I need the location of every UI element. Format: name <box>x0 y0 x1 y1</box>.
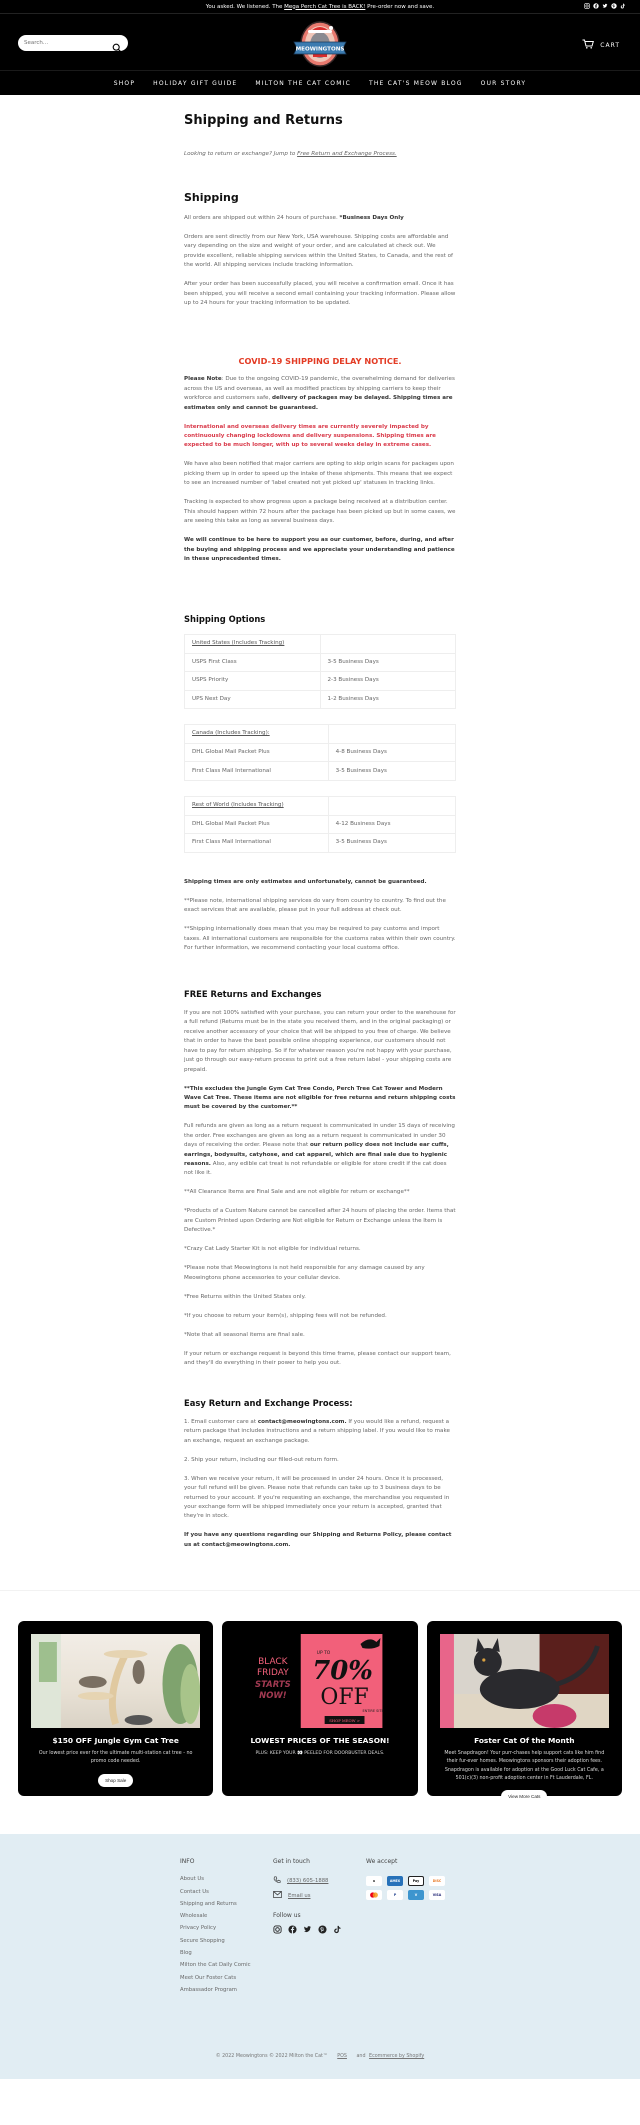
contact-email-link[interactable]: contact@meowingtons.com. <box>201 1541 291 1548</box>
svg-text:70%: 70% <box>312 1656 374 1687</box>
table-row: DHL Global Mail Packet Plus 4-12 Business Days <box>185 815 456 834</box>
shopify-link[interactable]: Ecommerce by Shopify <box>369 2054 425 2060</box>
paypal-icon: P <box>387 1890 403 1900</box>
facebook-icon[interactable] <box>288 1925 297 1934</box>
us-shipping-table <box>184 634 456 709</box>
returns-note: *Free Returns within the United States only. <box>184 1293 306 1300</box>
process-heading: Easy Return and Exchange Process: <box>184 1397 353 1408</box>
table-header: United States (Includes Tracking) <box>185 634 321 653</box>
promo-title: LOWEST PRICES OF THE SEASON! <box>250 1736 390 1746</box>
process-step-1: 1. Email customer care at contact@meowingtons.com. If you would like a refund, request a return package that includes instructions and a return shipping label. If you would like to make an exchange, request an exchange package. <box>184 1418 450 1444</box>
footer-accept-heading: We accept <box>366 1858 398 1866</box>
returns-note: *Note that all seasonal items are final sale. <box>184 1331 305 1338</box>
canada-shipping-table <box>184 724 456 781</box>
search-icon[interactable] <box>112 38 122 48</box>
phone-icon <box>273 1876 281 1886</box>
search-box[interactable] <box>18 35 128 51</box>
venmo-icon: V <box>408 1890 424 1900</box>
promo-title: Foster Cat Of the Month <box>474 1736 575 1746</box>
facebook-icon[interactable] <box>593 3 599 9</box>
announcement-message: You asked. We listened. The Mega Perch Cat Tree is BACK! Pre-order now and save. <box>205 3 435 10</box>
main-content <box>184 95 456 1550</box>
world-shipping-table <box>184 796 456 853</box>
jump-link[interactable]: Free Return and Exchange Process. <box>297 151 397 157</box>
svg-text:BLACK: BLACK <box>258 1657 288 1668</box>
pos-link[interactable]: POS <box>337 2054 347 2060</box>
promo-card-jungle-gym <box>18 1621 213 1796</box>
shipping-p3: After your order has been successfully placed, you will receive a confirmation email. Once it has been shipped, you will receive a second email containing your tracking information. Please allow up to 24 hours for your tracking information to be updated. <box>184 281 456 307</box>
footer-info-column <box>180 1858 273 1999</box>
footer-link-foster[interactable]: Meet Our Foster Cats <box>180 1974 237 1981</box>
footer-link-privacy[interactable]: Privacy Policy <box>180 1925 217 1932</box>
table-header: Canada (Includes Tracking): <box>185 725 329 744</box>
footer-link-comic[interactable]: Milton the Cat Daily Comic <box>180 1962 251 1969</box>
covid-p4: Tracking is expected to show progress upon a package being received at a distribution center. This should happen within 72 hours after the package has been picked up but in some cases, we are seeing this take as long as several business days. <box>184 499 456 525</box>
copyright: © 2022 Meowingtons © 2022 Milton the Cat™ POS and Ecommerce by Shopify <box>215 2054 425 2060</box>
cart-button[interactable] <box>582 39 620 51</box>
table-row: UPS Next Day 1-2 Business Days <box>185 690 456 709</box>
tiktok-icon[interactable] <box>620 3 626 9</box>
returns-note: *If you choose to return your item(s), shipping fees will not be refunded. <box>184 1312 387 1319</box>
shipping-heading: Shipping <box>184 191 239 204</box>
returns-p2: **This excludes the Jungle Gym Cat Tree Condo, Perch Tree Cat Tower and Modern Wave Cat Tree. These items are not eligible for free returns and return shipping costs must be covered by the customer.** <box>184 1085 456 1111</box>
site-header <box>0 14 640 71</box>
returns-note: *Products of a Custom Nature cannot be cancelled after 24 hours of placing the order. Items that are Custom Printed upon Ordering are Not eligible for Return or Exchange unless the Item is Defective.* <box>184 1208 456 1234</box>
mastercard-icon <box>366 1890 382 1900</box>
table-header: Rest of World (Includes Tracking) <box>185 797 329 816</box>
footer-link-ambassador[interactable]: Ambassador Program <box>180 1986 237 1993</box>
pinterest-icon[interactable] <box>318 1925 327 1934</box>
amazon-pay-icon: a <box>366 1876 382 1886</box>
contact-email-link[interactable]: contact@meowingtons.com. <box>257 1418 347 1425</box>
footer-payments-column <box>366 1858 445 1999</box>
svg-text:FRIDAY: FRIDAY <box>257 1668 289 1679</box>
returns-heading: FREE Returns and Exchanges <box>184 989 322 1000</box>
tiktok-icon[interactable] <box>333 1925 342 1934</box>
promo-title: $150 OFF Jungle Gym Cat Tree <box>52 1736 179 1746</box>
returns-note: **All Clearance Items are Final Sale and are not eligible for return or exchange** <box>184 1189 410 1196</box>
instagram-icon[interactable] <box>584 3 590 9</box>
foster-cat-image <box>440 1634 609 1728</box>
pinterest-icon[interactable] <box>611 3 617 9</box>
twitter-icon[interactable] <box>602 3 608 9</box>
header-socials <box>584 3 626 9</box>
instagram-icon[interactable] <box>273 1925 282 1934</box>
svg-text:STARTS: STARTS <box>255 1679 292 1690</box>
view-more-cats-button[interactable]: View More Cats <box>501 1790 547 1803</box>
promo-card-black-friday <box>222 1621 417 1796</box>
footer-info-heading: INFO <box>180 1858 195 1866</box>
page-title: Shipping and Returns <box>184 113 343 128</box>
returns-p1: If you are not 100% satisfied with your purchase, you can return your order to the warehouse for a full refund (Returns must be in the state you received them, and in the original packaging) or receive another accessory of your choice that will be shipped to you free of charge. We believe that in order to have the best possible online shopping experience, our customers should not have to pay for return shipping. So if for whatever reason you're not happy with your purchase, just go through our easy-return process to print out a free return label - your shipping costs are prepaid. <box>184 1010 456 1073</box>
svg-text:NOW!: NOW! <box>259 1690 287 1701</box>
site-footer <box>0 1834 640 2079</box>
svg-text:ENTIRE SITE: ENTIRE SITE <box>362 1709 385 1714</box>
table-row: USPS First Class 3-5 Business Days <box>185 653 456 672</box>
main-nav <box>0 71 640 95</box>
promo-text: Meet Snapdragon! Your purr-chases help support cats like him find their fur-ever homes. Meowingtons sponsors their adoption fees. Snapdragon is available for adoption at the Good Luck Cat Cafe, a 501(c)(3) non-profit adoption center in Ft Lauderdale, FL. <box>444 1751 605 1781</box>
process-contact: If you have any questions regarding our Shipping and Returns Policy, please contact us at contact@meowingtons.com. <box>184 1532 452 1548</box>
phone-link[interactable]: (833) 605-1888 <box>287 1878 329 1885</box>
apple-pay-icon: Pay <box>408 1876 424 1886</box>
footer-link-shipping[interactable]: Shipping and Returns <box>180 1900 237 1907</box>
footer-contact-column <box>273 1858 366 1999</box>
announcement-bar <box>0 0 640 14</box>
email-link[interactable]: Email us <box>288 1892 311 1899</box>
covid-title: COVID-19 SHIPPING DELAY NOTICE. <box>238 356 402 367</box>
nav-shop[interactable]: SHOP <box>113 79 136 87</box>
amex-icon: AMEX <box>387 1876 403 1886</box>
estimates-note: Shipping times are only estimates and unfortunately, cannot be guaranteed. <box>184 878 427 885</box>
twitter-icon[interactable] <box>303 1925 312 1934</box>
svg-text:UP TO: UP TO <box>317 1651 331 1657</box>
table-row: USPS Priority 2-3 Business Days <box>185 672 456 691</box>
nav-our-story[interactable]: OUR STORY <box>480 79 527 87</box>
cart-label: CART <box>600 41 620 49</box>
process-step-2: 2. Ship your return, including our filled-out return form. <box>184 1456 339 1463</box>
promo-text: Our lowest price ever for the ultimate multi-station cat tree - no promo code needed. <box>38 1751 193 1765</box>
visa-icon: VISA <box>429 1890 445 1900</box>
promo-cards <box>0 1591 640 1834</box>
covid-p2: International and overseas delivery times are currently severely impacted by continuously changing lockdowns and delivery suspensions. Shipping times are expected to be much longer, with up to several weeks delay in extreme cases. <box>184 423 436 449</box>
table-row: First Class Mail International 3-5 Business Days <box>185 762 456 781</box>
footer-link-blog[interactable]: Blog <box>180 1950 192 1956</box>
svg-text:OFF: OFF <box>320 1685 370 1711</box>
table-row: DHL Global Mail Packet Plus 4-8 Business Days <box>185 743 456 762</box>
jump-text: Looking to return or exchange? Jump to Free Return and Exchange Process. <box>184 151 397 157</box>
shipping-p2: Orders are sent directly from our New York, USA warehouse. Shipping costs are affordable and vary depending on the size and weight of your order, and are calculated at check out. We provide excellent, reliable shipping services within the United States, to Canada, and the rest of the world. All shipping services include tracking information. <box>184 234 453 269</box>
announcement-link[interactable]: Mega Perch Cat Tree is BACK! <box>284 3 366 10</box>
footer-link-secure[interactable]: Secure Shopping <box>180 1937 225 1944</box>
covid-p5: We will continue to be here to support you as our customer, before, during, and after the buying and shipping process and we appreciate your understanding and patience in these unprecedented times. <box>184 537 455 562</box>
discover-icon: DISC <box>429 1876 445 1886</box>
nav-blog[interactable]: THE CAT'S MEOW BLOG <box>368 79 463 87</box>
returns-note: *Crazy Cat Lady Starter Kit is not eligible for individual returns. <box>184 1246 361 1253</box>
mail-icon <box>273 1891 282 1900</box>
customs-note: **Shipping internationally does mean that you may be required to pay customs and import taxes. All international customers are responsible for the customs rates within their own country. For further information, we recommend contacting your local customs office. <box>184 926 456 952</box>
shipping-p1: All orders are shipped out within 24 hours of purchase. *Business Days Only <box>184 215 404 221</box>
svg-text:MEOWINGTONS: MEOWINGTONS <box>295 46 345 53</box>
intl-note: **Please note, international shipping services do vary from country to country. To find out the exact services that are available, please put in your full address at check out. <box>184 897 446 914</box>
returns-p3: Full refunds are given as long as a return request is communicated in under 15 days of receiving the order. Free exchanges are given as long as a return request is communicated in under 30 days of receiving the order. Please note that our return policy does not include ear cuffs, earrings, bodysuits, catyhose, and cat apparel, which are final sale due to hygienic reasons. Also, any edible cat treat is not refundable or eligible for store credit if the cat does not like it. <box>184 1123 455 1177</box>
promo-text: PLUS: KEEP YOUR 👀 PEELED FOR DOORBUSTER DEALS. <box>255 1751 385 1757</box>
footer-link-about[interactable]: About Us <box>180 1876 204 1883</box>
process-step-3: 3. When we receive your return, it will be processed in under 24 hours. Once it is processed, your full refund will be given. Please note that refunds can take up to 3 business days to be returned to your account. If you're requesting an exchange, the merchandise you requested in your exchange form will be shipped immediately once your return is accepted, granted that they're in stock. <box>184 1475 450 1520</box>
table-row: First Class Mail International 3-5 Business Days <box>185 834 456 853</box>
nav-holiday-gift-guide[interactable]: HOLIDAY GIFT GUIDE <box>153 79 238 87</box>
site-logo[interactable] <box>291 20 349 68</box>
footer-link-contact[interactable]: Contact Us <box>180 1888 209 1895</box>
cat-tree-image <box>31 1634 200 1728</box>
returns-note: *Please note that Meowingtons is not held responsible for any damage caused by any Meowingtons phone accessories to your cellular device. <box>184 1265 425 1281</box>
nav-milton-comic[interactable]: MILTON THE CAT COMIC <box>255 79 351 87</box>
covid-p3: We have also been notified that major carriers are opting to skip origin scans for packages upon picking them up in order to speed up the intake of these shipments. This means that we expect to see an increased number of 'label created not yet picked up' statuses in tracking links. <box>184 461 454 487</box>
cart-icon <box>582 39 594 51</box>
shipping-options-heading: Shipping Options <box>184 613 266 624</box>
footer-follow-heading: Follow us <box>273 1912 301 1920</box>
returns-note: If your return or exchange request is beyond this time frame, please contact our support team, and they'll do everything in their power to help you out. <box>184 1350 451 1366</box>
covid-p1: Please Note: Due to the ongoing COVID-19 pandemic, the overwhelming demand for deliveries across the US and overseas, as well as modified practices by shipping carriers to keep their workforce and customers safe, delivery of packages may be delayed. Shipping times are estimates only and cannot be guaranteed. <box>184 376 455 411</box>
shop-sale-button[interactable]: Shop Sale <box>98 1774 133 1787</box>
svg-text:SHOP MEOW >: SHOP MEOW > <box>329 1718 361 1724</box>
search-input[interactable] <box>24 40 112 46</box>
footer-touch-heading: Get in touch <box>273 1858 310 1866</box>
promo-card-foster-cat <box>427 1621 622 1800</box>
footer-link-wholesale[interactable]: Wholesale <box>180 1913 208 1920</box>
black-friday-image[interactable] <box>235 1634 404 1728</box>
